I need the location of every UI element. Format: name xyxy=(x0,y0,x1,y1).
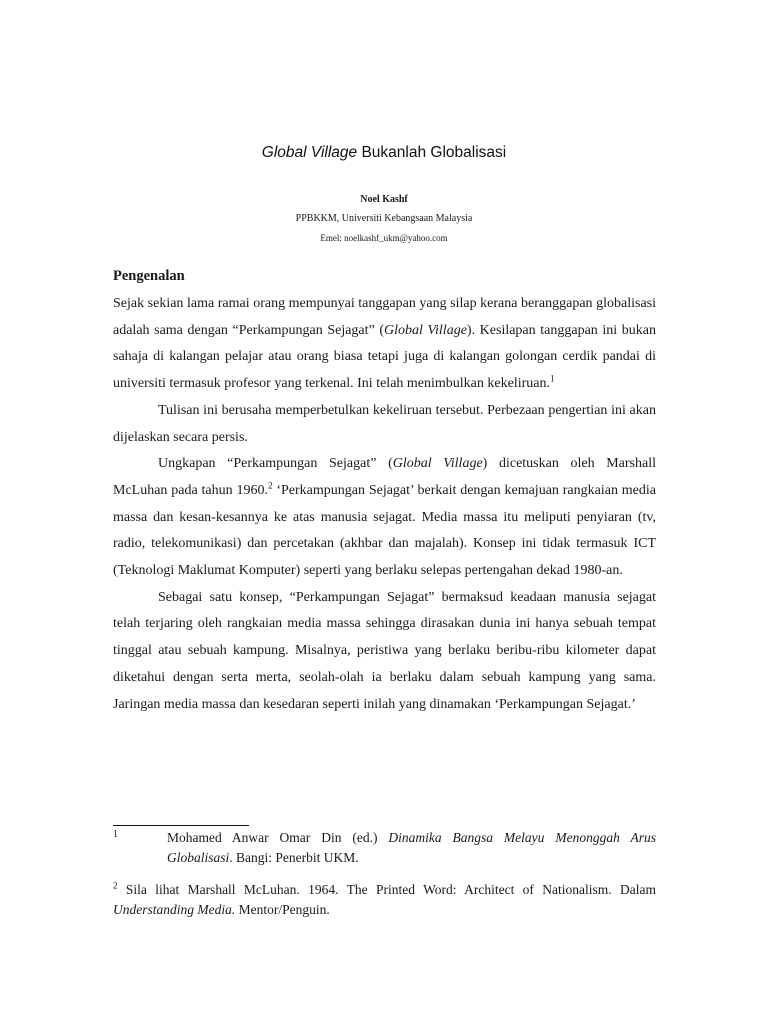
title-rest: Bukanlah Globalisasi xyxy=(357,144,507,161)
footnote-2-text-b: Mentor/Penguin. xyxy=(235,902,330,917)
footnote-2-marker: 2 xyxy=(113,880,118,891)
footnote-1-text-b: . Bangi: Penerbit UKM. xyxy=(229,850,359,865)
author-email: Emel: noelkashf_ukm@yahoo.com xyxy=(320,233,448,243)
paragraph-3-text-c: ‘Perkampungan Sejagat’ berkait dengan kemajuan rangkaian media massa dan kesan-kesannya ke atas manusia sejagat. Media massa itu meliputi penyiaran (tv, radio, telekomunikasi) dan percetakan (akhbar dan majalah). Konsep ini tidak termasuk ICT (Teknologi Maklumat Komputer) seperti yang berlaku selepas pertengahan dekad 1980-an. xyxy=(113,482,656,579)
author-affiliation: PPBKKM, Universiti Kebangsaan Malaysia xyxy=(295,213,473,224)
footnote-1 xyxy=(113,828,656,868)
footnote-2-text-a: Sila lihat Marshall McLuhan. 1964. The Printed Word: Architect of Nationalism. Dalam xyxy=(117,882,656,897)
paragraph-1 xyxy=(113,291,656,398)
footnote-ref-1: 1 xyxy=(549,373,555,384)
title-italic: Global Village xyxy=(261,144,358,161)
paragraph-2: Tulisan ini berusaha memperbetulkan kekeliruan tersebut. Perbezaan pengertian ini akan dijelaskan secara persis. xyxy=(113,402,656,445)
paragraph-4: Sebagai satu konsep, “Perkampungan Sejagat” bermaksud keadaan manusia sejagat telah terjaring oleh rangkaian media massa sehingga dirasakan dunia ini hanya sebuah tempat tinggal atau sebuah kampung. Misalnya, peristiwa yang berlaku beribu-ribu kilometer dapat diketahui dengan serta merta, seolah-olah ia berlaku dalam sebuah kampung yang sama. Jaringan media massa dan kesedaran seperti inilah yang dinamakan ‘Perkampungan Sejagat.’ xyxy=(113,589,656,712)
paragraph-3-text-b: ) dicetuskan oleh Marshall McLuhan pada tahun 1960. xyxy=(113,456,656,498)
paragraph-1-text-b: ). Kesilapan tanggapan ini bukan sahaja di kalangan pelajar atau orang biasa tetapi juga di kalangan golongan cerdik pandai di universiti termasuk profesor yang terkenal. Ini telah menimbulkan kekeliruan. xyxy=(113,322,656,392)
footnote-2 xyxy=(113,880,656,920)
document-title xyxy=(0,144,768,162)
footnote-1-italic: Dinamika Bangsa Melayu Menonggah Arus Globalisasi xyxy=(167,830,656,865)
author-name: Noel Kashf xyxy=(360,194,408,205)
footnote-separator xyxy=(113,825,249,826)
footnote-1-text-a: Mohamed Anwar Omar Din (ed.) xyxy=(167,830,389,845)
footnote-ref-2: 2 xyxy=(268,480,273,491)
section-heading: Pengenalan xyxy=(113,268,185,284)
paragraph-1-text-a: Sejak sekian lama ramai orang mempunyai tanggapan yang silap kerana beranggapan globalisasi adalah sama dengan “Perkampungan Sejagat” ( xyxy=(113,296,656,338)
footnote-1-text xyxy=(167,828,656,868)
paragraph-3-italic: Global Village xyxy=(392,456,483,472)
paragraph-3 xyxy=(113,451,656,585)
footnote-2-italic: Understanding Media. xyxy=(113,902,236,917)
paragraph-3-text-a: Ungkapan “Perkampungan Sejagat” ( xyxy=(158,456,393,472)
body-text xyxy=(113,291,656,718)
footnote-1-marker: 1 xyxy=(113,829,118,840)
paragraph-1-italic: Global Village xyxy=(384,322,467,338)
